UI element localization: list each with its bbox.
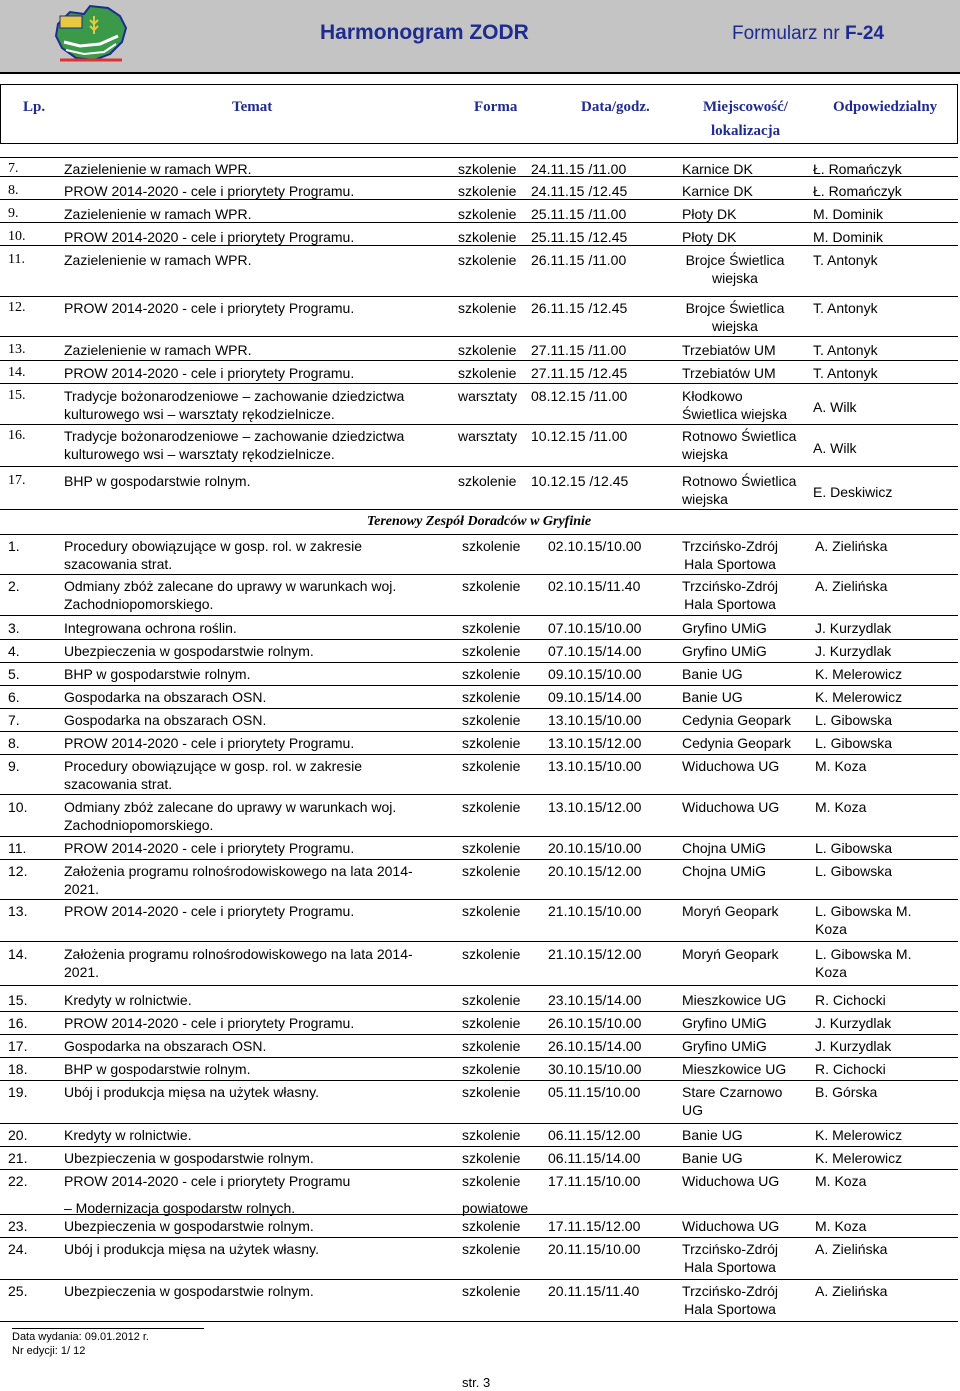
cell-lp: 19. (8, 1084, 28, 1100)
cell-miejsce: Cedynia Geopark (682, 735, 791, 751)
cell-odpowiedzialny: M. Koza (815, 799, 867, 815)
cell-temat-continuation: – Modernizacja gospodarstw rolnych. (64, 1200, 296, 1216)
cell-odpowiedzialny: M. Koza (815, 758, 867, 774)
col-forma: Forma (474, 99, 518, 115)
cell-data: 13.10.15/10.00 (548, 758, 642, 774)
cell-miejsce: Trzcińsko-Zdrój Hala Sportowa (682, 578, 778, 612)
cell-forma: szkolenie (458, 300, 517, 316)
table-row (0, 1035, 958, 1058)
table-row (0, 796, 958, 837)
cell-lp: 10. (8, 229, 26, 244)
cell-miejsce: Kłodkowo Świetlica wiejska (682, 388, 788, 422)
table-row (0, 732, 958, 755)
cell-lp: 11. (8, 840, 27, 856)
cell-lp: 14. (8, 365, 26, 380)
cell-temat: Gospodarka na obszarach OSN. (64, 689, 267, 705)
cell-forma: szkolenie (462, 735, 521, 751)
cell-temat: Założenia programu rolnośrodowiskowego na lata 2014-2021. (64, 863, 413, 897)
cell-temat: Założenia programu rolnośrodowiskowego na lata 2014-2021. (64, 946, 413, 980)
cell-forma: szkolenie (462, 578, 521, 594)
cell-temat: Zazielenienie w ramach WPR. (64, 161, 252, 177)
table-row (0, 1215, 958, 1238)
cell-data: 10.12.15 /11.00 (531, 428, 628, 444)
cell-data: 20.11.15/11.40 (548, 1283, 640, 1299)
cell-lp: 24. (8, 1241, 28, 1257)
cell-data: 26.11.15 /12.45 (531, 300, 628, 316)
cell-miejsce: Rotnowo Świetlica wiejska (682, 473, 797, 507)
cell-miejsce: Gryfino UMiG (682, 643, 767, 659)
table-row (0, 180, 958, 200)
table-row (0, 640, 958, 663)
col-lokalizacja: lokalizacja (711, 123, 781, 139)
cell-temat: Ubezpieczenia w gospodarstwie rolnym. (64, 643, 314, 659)
cell-data: 09.10.15/10.00 (548, 666, 642, 682)
cell-data: 23.10.15/14.00 (548, 992, 642, 1008)
table-row (0, 249, 958, 297)
cell-miejsce: Trzebiatów UM (682, 342, 776, 358)
cell-odpowiedzialny: A. Zielińska (815, 578, 888, 594)
cell-temat: PROW 2014-2020 - cele i priorytety Programu. (64, 1015, 355, 1031)
cell-temat: Zazielenienie w ramach WPR. (64, 252, 252, 268)
cell-miejsce: Płoty DK (682, 206, 737, 222)
cell-odpowiedzialny: K. Melerowicz (815, 1150, 903, 1166)
table-row (0, 709, 958, 732)
cell-lp: 6. (8, 689, 20, 705)
cell-miejsce: Gryfino UMiG (682, 620, 767, 636)
table-row (0, 534, 958, 575)
cell-forma: szkolenie (462, 1084, 521, 1100)
cell-temat: Ubój i produkcja mięsa na użytek własny. (64, 1241, 319, 1257)
cell-forma: warsztaty (458, 388, 518, 404)
cell-temat: Zazielenienie w ramach WPR. (64, 206, 252, 222)
table-row (0, 385, 958, 425)
cell-forma-continuation: powiatowe (462, 1200, 529, 1216)
cell-forma: szkolenie (462, 840, 521, 856)
table-row (0, 1280, 958, 1322)
cell-odpowiedzialny: A. Zielińska (815, 1283, 888, 1299)
cell-forma: szkolenie (458, 365, 517, 381)
cell-odpowiedzialny: L. Gibowska (815, 840, 893, 856)
cell-lp: 23. (8, 1218, 28, 1234)
cell-data: 17.11.15/10.00 (548, 1173, 641, 1189)
cell-lp: 22. (8, 1173, 28, 1189)
cell-miejsce: Moryń Geopark (682, 946, 779, 962)
cell-forma: szkolenie (462, 689, 521, 705)
cell-lp: 5. (8, 666, 20, 682)
cell-data: 06.11.15/14.00 (548, 1150, 641, 1166)
table-row (0, 686, 958, 709)
cell-lp: 1. (8, 538, 20, 554)
cell-miejsce: Trzcińsko-Zdrój Hala Sportowa (682, 1283, 778, 1317)
cell-lp: 12. (8, 300, 26, 315)
cell-odpowiedzialny: M. Koza (815, 1218, 867, 1234)
cell-data: 05.11.15/10.00 (548, 1084, 641, 1100)
cell-odpowiedzialny: T. Antonyk (813, 300, 878, 316)
cell-forma: szkolenie (458, 183, 517, 199)
cell-miejsce: Banie UG (682, 689, 743, 705)
cell-lp: 17. (8, 473, 26, 488)
cell-odpowiedzialny: L. Gibowska (815, 712, 893, 728)
cell-miejsce: Cedynia Geopark (682, 712, 791, 728)
cell-data: 26.10.15/10.00 (548, 1015, 642, 1031)
cell-forma: szkolenie (462, 903, 521, 919)
table-row (0, 362, 958, 384)
col-temat: Temat (232, 99, 273, 115)
cell-odpowiedzialny: K. Melerowicz (815, 1127, 903, 1143)
cell-miejsce: Widuchowa UG (682, 758, 780, 774)
cell-temat: Kredyty w rolnictwie. (64, 992, 192, 1008)
cell-odpowiedzialny: J. Kurzydlak (815, 1015, 892, 1031)
section-title: Terenowy Zespół Doradców w Gryfinie (366, 514, 592, 529)
table-row (0, 1012, 958, 1035)
cell-lp: 8. (8, 735, 20, 751)
table-row (0, 425, 958, 467)
table-row (0, 989, 958, 1012)
cell-odpowiedzialny: E. Deskiwicz (813, 484, 893, 500)
footer (12, 1330, 149, 1358)
cell-temat: PROW 2014-2020 - cele i priorytety Programu. (64, 735, 355, 751)
cell-lp: 15. (8, 388, 26, 403)
table-row (0, 837, 958, 860)
cell-data: 25.11.15 /12.45 (531, 229, 628, 245)
cell-forma: szkolenie powiatowe (462, 1172, 542, 1217)
cell-temat: BHP w gospodarstwie rolnym. (64, 1061, 251, 1077)
cell-data: 02.10.15/10.00 (548, 538, 642, 554)
cell-forma: szkolenie (462, 1038, 521, 1054)
cell-data: 13.10.15/10.00 (548, 712, 642, 728)
cell-temat: Procedury obowiązujące w gosp. rol. w zakresie szacowania strat. (64, 758, 363, 792)
cell-lp: 13. (8, 903, 28, 919)
issue-date: Data wydania: 09.01.2012 r. (12, 1331, 149, 1343)
cell-lp: 12. (8, 863, 28, 879)
cell-lp: 20. (8, 1127, 28, 1143)
cell-miejsce: Trzcińsko-Zdrój Hala Sportowa (682, 538, 778, 572)
cell-data: 13.10.15/12.00 (548, 799, 642, 815)
cell-lp: 21. (8, 1150, 28, 1166)
cell-miejsce: Widuchowa UG (682, 799, 780, 815)
footer-divider (12, 1328, 204, 1329)
cell-odpowiedzialny: R. Cichocki (815, 992, 886, 1008)
cell-odpowiedzialny: K. Melerowicz (815, 666, 903, 682)
cell-temat: PROW 2014-2020 - cele i priorytety Programu. (64, 229, 355, 245)
cell-forma: szkolenie (458, 206, 517, 222)
col-lp: Lp. (23, 99, 46, 115)
cell-forma: szkolenie (458, 252, 517, 268)
cell-temat: Ubój i produkcja mięsa na użytek własny. (64, 1084, 319, 1100)
cell-forma: szkolenie (462, 1283, 521, 1299)
cell-forma: szkolenie (458, 229, 517, 245)
cell-forma: szkolenie (462, 1241, 521, 1257)
cell-miejsce: Chojna UMiG (682, 840, 767, 856)
table-row (0, 226, 958, 246)
cell-odpowiedzialny: J. Kurzydlak (815, 1038, 892, 1054)
table-row (0, 663, 958, 686)
col-miejscowosc: Miejscowość/ (703, 99, 788, 115)
cell-miejsce: Mieszkowice UG (682, 1061, 787, 1077)
cell-forma: szkolenie (462, 1127, 521, 1143)
table-row (0, 1081, 958, 1124)
cell-data: 08.12.15 /11.00 (531, 388, 628, 404)
cell-odpowiedzialny: J. Kurzydlak (815, 620, 892, 636)
cell-data: 30.10.15/10.00 (548, 1061, 642, 1077)
table-row (0, 470, 958, 510)
cell-temat: Odmiany zbóż zalecane do uprawy w warunkach woj. Zachodniopomorskiego. (64, 578, 397, 612)
cell-temat: Integrowana ochrona roślin. (64, 620, 237, 636)
cell-data: 24.11.15 /12.45 (531, 183, 628, 199)
form-number: Formularz nr F-24 (732, 23, 885, 44)
cell-temat: PROW 2014-2020 - cele i priorytety Programu. (64, 365, 355, 381)
cell-temat: Gospodarka na obszarach OSN. (64, 1038, 267, 1054)
cell-odpowiedzialny: L. Gibowska (815, 863, 893, 879)
cell-temat: Tradycje bożonarodzeniowe – zachowanie dziedzictwa kulturowego wsi – warsztaty rękodzielnicze. (64, 388, 405, 422)
table-row (0, 1147, 958, 1170)
cell-lp: 16. (8, 1015, 28, 1031)
cell-temat: Tradycje bożonarodzeniowe – zachowanie dziedzictwa kulturowego wsi – warsztaty rękodzielnicze. (64, 428, 405, 462)
cell-miejsce: Płoty DK (682, 229, 737, 245)
cell-forma: szkolenie (462, 643, 521, 659)
cell-odpowiedzialny: A. Wilk (813, 399, 857, 415)
cell-miejsce: Banie UG (682, 1127, 743, 1143)
cell-forma: szkolenie (458, 161, 517, 177)
edition-number: Nr edycji: 1/ 12 (12, 1345, 86, 1357)
cell-temat: PROW 2014-2020 - cele i priorytety Programu. (64, 183, 355, 199)
table-row (0, 900, 958, 942)
cell-temat: PROW 2014-2020 - cele i priorytety Programu. (64, 840, 355, 856)
cell-lp: 14. (8, 946, 28, 962)
cell-odpowiedzialny: Ł. Romańczyk (813, 183, 902, 199)
cell-miejsce: Stare Czarnowo UG (682, 1084, 783, 1118)
cell-lp: 15. (8, 992, 28, 1008)
cell-forma: szkolenie (462, 992, 521, 1008)
cell-miejsce: Trzebiatów UM (682, 365, 776, 381)
cell-data: 20.10.15/12.00 (548, 863, 642, 879)
cell-forma: szkolenie (462, 1150, 521, 1166)
cell-data: 27.11.15 /12.45 (531, 365, 628, 381)
cell-temat: BHP w gospodarstwie rolnym. (64, 666, 251, 682)
cell-data: 24.11.15 /11.00 (531, 161, 627, 177)
table-row (0, 339, 958, 361)
cell-temat: Odmiany zbóż zalecane do uprawy w warunkach woj. Zachodniopomorskiego. (64, 799, 397, 833)
cell-temat: PROW 2014-2020 - cele i priorytety Programu. (64, 300, 355, 316)
cell-data: 27.11.15 /11.00 (531, 342, 627, 358)
cell-temat: Ubezpieczenia w gospodarstwie rolnym. (64, 1218, 314, 1234)
cell-forma: szkolenie (462, 799, 521, 815)
cell-data: 20.10.15/10.00 (548, 840, 642, 856)
cell-lp: 16. (8, 428, 26, 443)
table-row (0, 575, 958, 616)
cell-lp: 13. (8, 342, 26, 357)
cell-forma: warsztaty (458, 428, 518, 444)
table-row (0, 157, 958, 177)
cell-miejsce: Brojce Świetlica wiejska (685, 252, 785, 286)
cell-miejsce: Widuchowa UG (682, 1218, 780, 1234)
table-header (0, 84, 958, 144)
cell-temat: Ubezpieczenia w gospodarstwie rolnym. (64, 1150, 314, 1166)
table-row (0, 617, 958, 640)
table-row (0, 755, 958, 795)
table-row (0, 860, 958, 900)
cell-miejsce: Moryń Geopark (682, 903, 779, 919)
cell-lp: 18. (8, 1061, 28, 1077)
cell-data: 09.10.15/14.00 (548, 689, 642, 705)
odr-logo-icon (50, 2, 132, 68)
cell-forma: szkolenie (462, 1061, 521, 1077)
cell-odpowiedzialny: A. Zielińska (815, 1241, 888, 1257)
cell-data: 17.11.15/12.00 (548, 1218, 641, 1234)
table-row (0, 1058, 958, 1081)
cell-miejsce: Rotnowo Świetlica wiejska (682, 428, 797, 462)
cell-miejsce: Brojce Świetlica wiejska (685, 300, 785, 334)
cell-lp: 10. (8, 799, 28, 815)
cell-lp: 9. (8, 206, 19, 221)
table-row (0, 943, 958, 986)
cell-odpowiedzialny: L. Gibowska M. Koza (815, 903, 912, 937)
cell-odpowiedzialny: T. Antonyk (813, 342, 878, 358)
cell-odpowiedzialny: M. Dominik (813, 206, 884, 222)
table-row (0, 1238, 958, 1280)
cell-temat: Gospodarka na obszarach OSN. (64, 712, 267, 728)
page-number: str. 3 (462, 1375, 491, 1390)
cell-lp: 7. (8, 161, 19, 176)
table-row (0, 1170, 958, 1215)
cell-data: 25.11.15 /11.00 (531, 206, 627, 222)
cell-data: 07.10.15/14.00 (548, 643, 642, 659)
cell-odpowiedzialny: J. Kurzydlak (815, 643, 892, 659)
cell-forma: szkolenie (462, 538, 521, 554)
cell-miejsce: Chojna UMiG (682, 863, 767, 879)
cell-miejsce: Karnice DK (682, 183, 753, 199)
cell-miejsce: Karnice DK (682, 161, 753, 177)
cell-forma: szkolenie (462, 946, 521, 962)
cell-data: 10.12.15 /12.45 (531, 473, 629, 489)
table-row (0, 1124, 958, 1147)
cell-miejsce: Banie UG (682, 666, 743, 682)
cell-data: 26.10.15/14.00 (548, 1038, 642, 1054)
cell-temat: Kredyty w rolnictwie. (64, 1127, 192, 1143)
cell-forma: szkolenie (462, 1218, 521, 1234)
table-row (0, 297, 958, 337)
cell-forma: szkolenie (458, 342, 517, 358)
cell-odpowiedzialny: A. Zielińska (815, 538, 888, 554)
cell-miejsce: Banie UG (682, 1150, 743, 1166)
table-row (0, 203, 958, 223)
cell-lp: 11. (8, 252, 25, 267)
cell-temat: Procedury obowiązujące w gosp. rol. w zakresie szacowania strat. (64, 538, 363, 572)
cell-forma: szkolenie (458, 473, 517, 489)
cell-odpowiedzialny: T. Antonyk (813, 252, 878, 268)
cell-data: 06.11.15/12.00 (548, 1127, 641, 1143)
cell-odpowiedzialny: R. Cichocki (815, 1061, 886, 1077)
cell-forma: szkolenie (462, 758, 521, 774)
cell-data: 21.10.15/12.00 (548, 946, 642, 962)
cell-odpowiedzialny: M. Koza (815, 1173, 867, 1189)
page-header (0, 0, 960, 74)
cell-miejsce: Gryfino UMiG (682, 1015, 767, 1031)
cell-temat: BHP w gospodarstwie rolnym. (64, 473, 251, 489)
cell-odpowiedzialny: B. Górska (815, 1084, 878, 1100)
cell-data: 26.11.15 /11.00 (531, 252, 627, 268)
cell-temat: Ubezpieczenia w gospodarstwie rolnym. (64, 1283, 314, 1299)
cell-data: 21.10.15/10.00 (548, 903, 642, 919)
cell-data: 07.10.15/10.00 (548, 620, 642, 636)
cell-data: 20.11.15/10.00 (548, 1241, 641, 1257)
cell-odpowiedzialny: K. Melerowicz (815, 689, 903, 705)
cell-forma: szkolenie (462, 1015, 521, 1031)
cell-odpowiedzialny: T. Antonyk (813, 365, 878, 381)
cell-forma: szkolenie (462, 666, 521, 682)
cell-temat: Zazielenienie w ramach WPR. (64, 342, 252, 358)
cell-odpowiedzialny: M. Dominik (813, 229, 884, 245)
cell-lp: 4. (8, 643, 20, 659)
cell-odpowiedzialny: A. Wilk (813, 440, 857, 456)
cell-lp: 8. (8, 183, 19, 198)
cell-data: 13.10.15/12.00 (548, 735, 642, 751)
cell-forma: szkolenie (462, 863, 521, 879)
col-odpowiedzialny: Odpowiedzialny (833, 99, 938, 115)
col-data: Data/godz. (581, 99, 650, 115)
cell-temat: PROW 2014-2020 - cele i priorytety Programu. (64, 903, 355, 919)
cell-data: 02.10.15/11.40 (548, 578, 641, 594)
cell-lp: 17. (8, 1038, 28, 1054)
cell-lp: 7. (8, 712, 20, 728)
cell-odpowiedzialny: Ł. Romańczyk (813, 161, 902, 177)
cell-forma: szkolenie (462, 712, 521, 728)
cell-lp: 25. (8, 1283, 28, 1299)
cell-miejsce: Trzcińsko-Zdrój Hala Sportowa (682, 1241, 778, 1275)
cell-miejsce: Mieszkowice UG (682, 992, 787, 1008)
cell-miejsce: Gryfino UMiG (682, 1038, 767, 1054)
cell-temat: PROW 2014-2020 - cele i priorytety Programu – Modernizacja gospodarstw rolnych. (64, 1172, 434, 1217)
page-title: Harmonogram ZODR (320, 21, 529, 44)
cell-lp: 2. (8, 578, 20, 594)
cell-lp: 9. (8, 758, 20, 774)
cell-odpowiedzialny: L. Gibowska (815, 735, 893, 751)
cell-odpowiedzialny: L. Gibowska M. Koza (815, 946, 912, 980)
cell-lp: 3. (8, 620, 20, 636)
cell-miejsce: Widuchowa UG (682, 1173, 780, 1189)
cell-forma: szkolenie (462, 620, 521, 636)
